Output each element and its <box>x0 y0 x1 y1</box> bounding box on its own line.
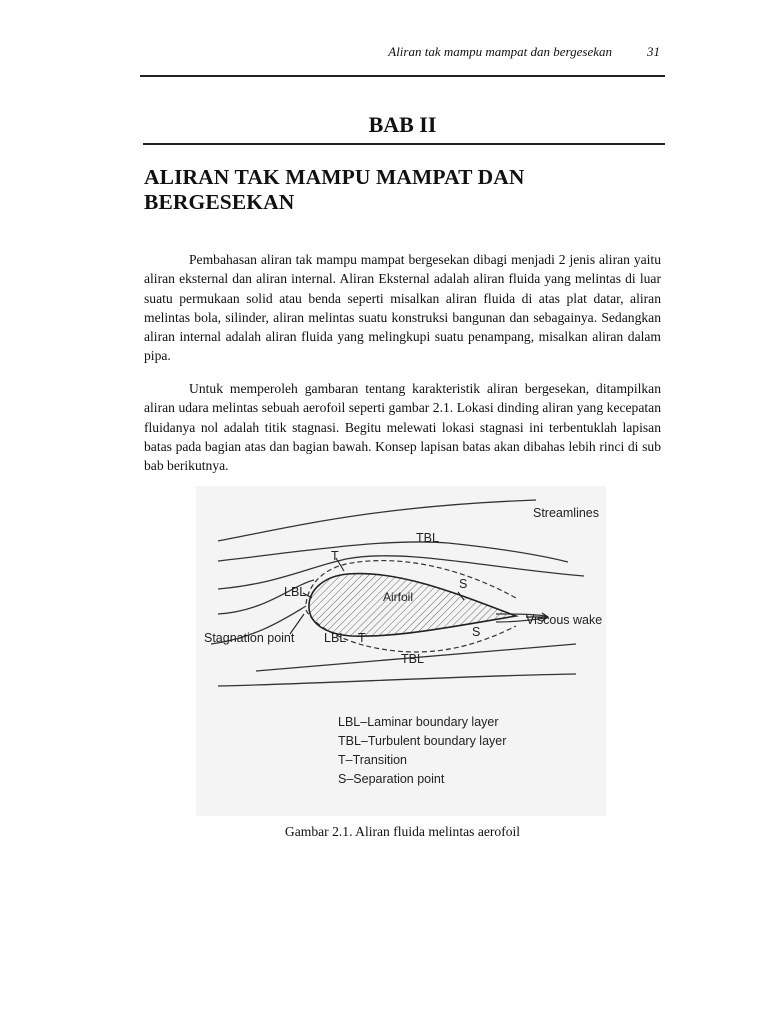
chapter-label: BAB II <box>368 112 437 137</box>
chapter-title: ALIRAN TAK MAMPU MAMPAT DAN BERGESEKAN <box>144 165 525 214</box>
legend-lbl: LBL–Laminar boundary layer <box>338 715 499 729</box>
legend-t: T–Transition <box>338 753 408 767</box>
label-s-bottom: S <box>472 625 481 639</box>
airfoil-diagram <box>196 486 606 816</box>
label-lbl-bottom: LBL <box>324 631 347 645</box>
paragraph-1: Pembahasan aliran tak mampu mampat bergesekan dibagi menjadi 2 jenis aliran yaitu aliran eksternal dan aliran internal. Aliran Eksternal adalah aliran fluida yang melintas di luar suatu permukaan solid atau benda seperti misalkan aliran fluida di atas plat datar, aliran melintas bola, silinder, aliran melintas suatu konstruksi bangunan dan sebagainya. Sedangkan aliran internal adalah aliran fluida yang melingkupi suatu penampang, misalkan aliran dalam pipa. <box>144 252 661 364</box>
label-s-top: S <box>459 577 468 591</box>
label-viscous-wake: Viscous wake <box>526 613 603 627</box>
page-number: 31 <box>647 44 660 59</box>
legend-tbl: TBL–Turbulent boundary layer <box>338 734 507 748</box>
label-stagnation-point: Stagnation point <box>204 631 295 645</box>
label-t-bottom: T <box>358 631 366 645</box>
label-tbl-top: TBL <box>416 531 439 545</box>
running-head <box>140 44 660 64</box>
paragraph-2: Untuk memperoleh gambaran tentang karakteristik aliran bergesekan, ditampilkan aliran udara melintas sebuah aerofoil seperti gambar 2.1. Lokasi dinding aliran yang kecepatan fluidanya nol adalah titik stagnasi. Begitu melewati lokasi stagnasi ini terbentuklah lapisan batas pada bagian atas dan bagian bawah. Konsep lapisan batas akan dibahas lebih rinci di sub bab berikutnya. <box>144 381 661 474</box>
figure-caption: Gambar 2.1. Aliran fluida melintas aerofoil <box>284 824 521 839</box>
chapter-rule <box>143 143 665 145</box>
label-tbl-bottom: TBL <box>401 652 424 666</box>
airfoil-figure <box>196 486 606 816</box>
label-t-top: T <box>331 549 339 563</box>
label-streamlines: Streamlines <box>533 506 599 520</box>
running-title: Aliran tak mampu mampat dan bergesekan <box>388 44 612 59</box>
label-lbl-front: LBL <box>284 585 307 599</box>
label-airfoil: Airfoil <box>383 590 414 604</box>
legend-s: S–Separation point <box>338 772 445 786</box>
header-rule <box>140 75 665 77</box>
